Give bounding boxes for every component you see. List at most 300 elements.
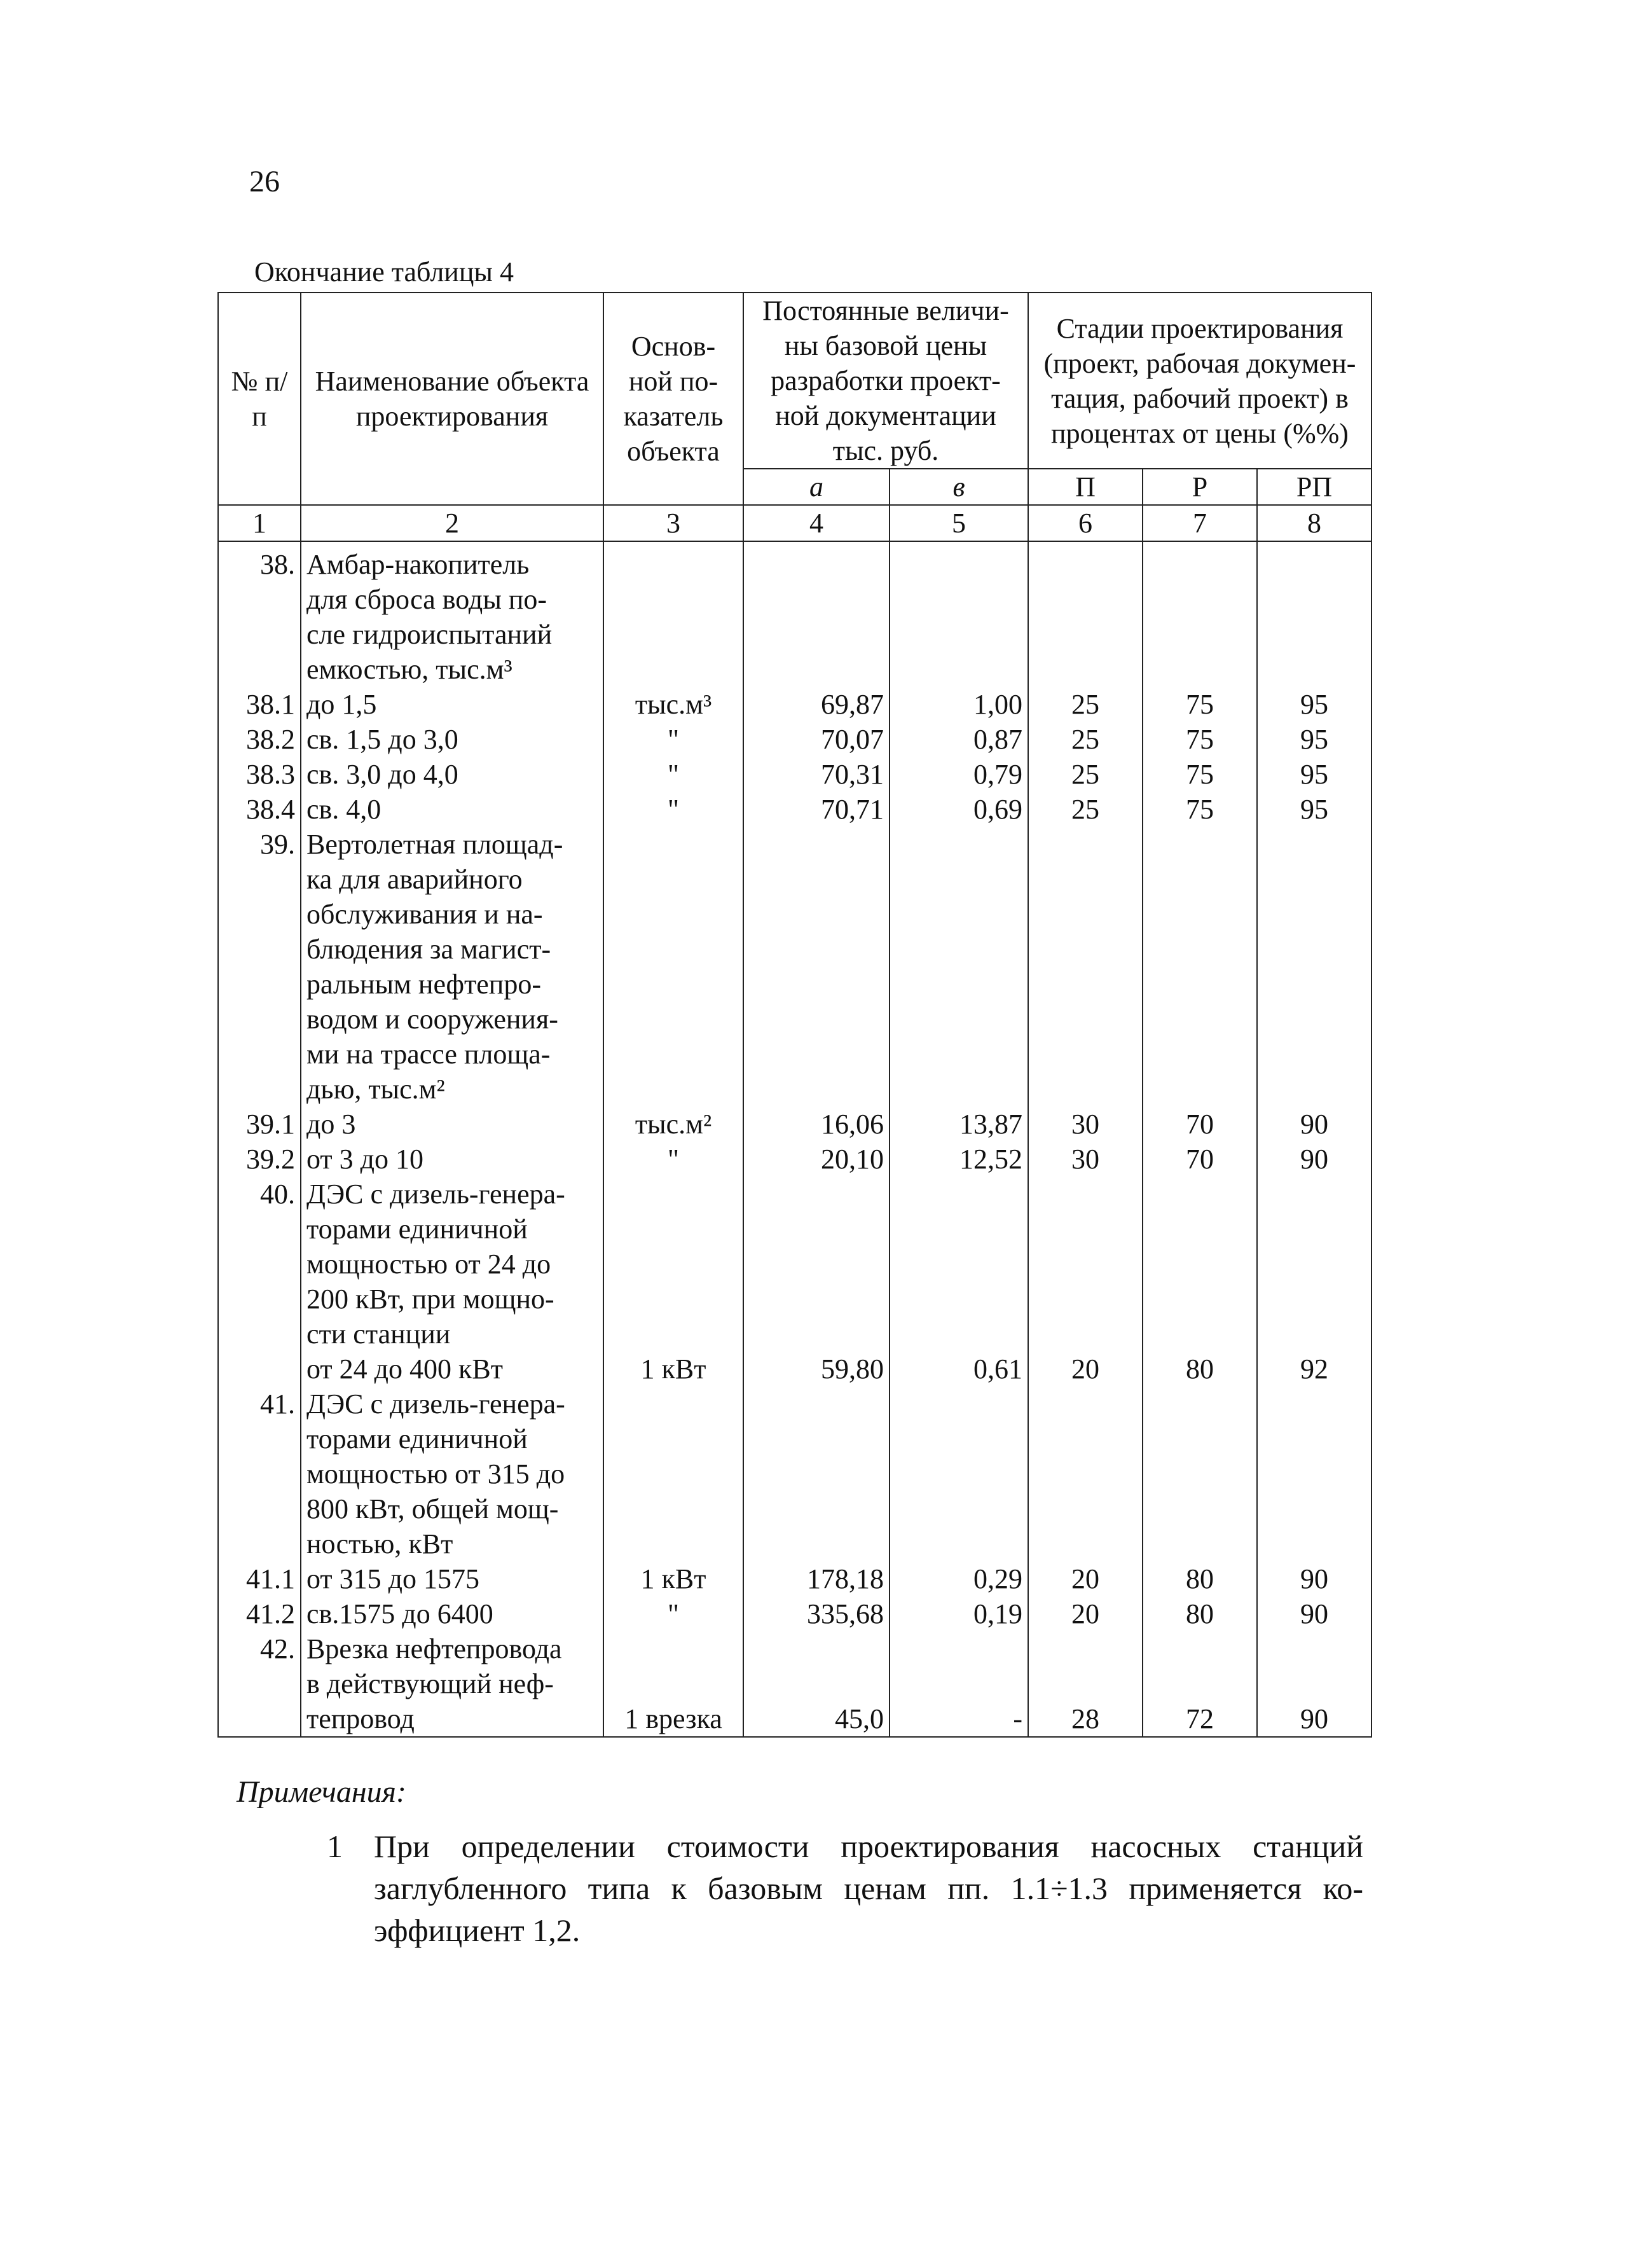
b-line: 13,87 <box>959 1109 1022 1140</box>
column-number-1: 1 <box>218 505 301 541</box>
r-line <box>1148 1456 1251 1491</box>
num-line: 38.3 <box>246 759 295 790</box>
name-line: св. 3,0 до 4,0 <box>306 759 458 790</box>
p-line <box>1034 1247 1137 1282</box>
p-line: 25 <box>1071 759 1099 790</box>
r-line <box>1148 967 1251 1002</box>
r-line <box>1148 652 1251 687</box>
r-line <box>1148 1002 1251 1037</box>
column-number-5: 5 <box>890 505 1028 541</box>
rp-line <box>1263 897 1366 932</box>
rp-line: 95 <box>1300 689 1329 720</box>
p-line <box>1034 1002 1137 1037</box>
indicator-line: " <box>668 1144 679 1175</box>
num-line <box>224 1002 295 1037</box>
r-line <box>1148 1037 1251 1072</box>
b-line <box>895 932 1022 967</box>
indicator-line <box>609 1421 738 1456</box>
indicator-line <box>609 897 738 932</box>
indicator-line: тыс.м³ <box>635 689 712 720</box>
b-line <box>895 1212 1022 1247</box>
b-line <box>895 1526 1022 1561</box>
r-line <box>1148 827 1251 862</box>
rp-line: 95 <box>1300 759 1329 790</box>
a-line <box>749 1526 884 1561</box>
rp-line: 95 <box>1300 724 1329 755</box>
a-line: 335,68 <box>807 1598 884 1629</box>
b-line <box>895 582 1022 617</box>
name-line: ральным нефтепро- <box>306 969 541 1000</box>
p-line: 25 <box>1071 794 1099 825</box>
note-number: 1 <box>327 1829 343 1864</box>
num-line: 38.1 <box>246 689 295 720</box>
num-line: 39.2 <box>246 1144 295 1175</box>
b-line: 1,00 <box>973 689 1022 720</box>
r-line: 75 <box>1186 724 1214 755</box>
a-line <box>749 1631 884 1666</box>
num-line: 41.2 <box>246 1598 295 1629</box>
rp-line: 90 <box>1300 1109 1329 1140</box>
indicator-line: тыс.м² <box>635 1109 712 1140</box>
p-line <box>1034 862 1137 897</box>
num-line: 39. <box>260 829 295 860</box>
r-line <box>1148 897 1251 932</box>
b-line <box>895 1247 1022 1282</box>
p-line <box>1034 1421 1137 1456</box>
p-line: 30 <box>1071 1144 1099 1175</box>
r-line <box>1148 1631 1251 1666</box>
r-line <box>1148 582 1251 617</box>
indicator-line <box>609 1212 738 1247</box>
p-line <box>1034 1037 1137 1072</box>
column-number-8: 8 <box>1257 505 1371 541</box>
num-line <box>224 582 295 617</box>
a-line <box>749 862 884 897</box>
rp-line <box>1263 862 1366 897</box>
p-line <box>1034 827 1137 862</box>
page-number: 26 <box>249 165 280 198</box>
a-line <box>749 1247 884 1282</box>
p-line <box>1034 652 1137 687</box>
num-line <box>224 1037 295 1072</box>
p-line: 25 <box>1071 724 1099 755</box>
r-line <box>1148 1212 1251 1247</box>
b-line <box>895 1421 1022 1456</box>
num-line <box>224 1072 295 1107</box>
a-line <box>749 1002 884 1037</box>
indicator-line <box>609 1282 738 1317</box>
r-line <box>1148 932 1251 967</box>
p-line <box>1034 617 1137 652</box>
b-line <box>895 1666 1022 1701</box>
num-line <box>224 1456 295 1491</box>
b-line: 0,87 <box>973 724 1022 755</box>
name-line: от 315 до 1575 <box>306 1563 480 1594</box>
indicator-line <box>609 1247 738 1282</box>
num-line <box>224 932 295 967</box>
rp-line: 90 <box>1300 1703 1329 1734</box>
header-rp: РП <box>1257 469 1371 505</box>
r-line: 75 <box>1186 689 1214 720</box>
rp-line <box>1263 1002 1366 1037</box>
stage-p-column <box>1028 541 1143 1737</box>
rp-line <box>1263 1247 1366 1282</box>
name-line: мощностью от 315 до <box>306 1458 565 1490</box>
b-line <box>895 967 1022 1002</box>
name-line: 800 кВт, общей мощ- <box>306 1493 559 1525</box>
num-line <box>224 1352 295 1386</box>
name-line: Вертолетная площад- <box>306 829 563 860</box>
name-line: св. 4,0 <box>306 794 381 825</box>
name-line: Амбар-накопитель <box>306 549 530 580</box>
rp-line: 95 <box>1300 794 1329 825</box>
note-text: При определении стоимости проектирования насосных станций заглубленного типа к базовым ценам пп. 1.1÷1.3 применяется ко- эффициент 1,2. <box>374 1829 1363 1948</box>
rp-line <box>1263 1386 1366 1421</box>
num-line <box>224 1526 295 1561</box>
a-line: 59,80 <box>821 1353 884 1385</box>
p-line <box>1034 1631 1137 1666</box>
a-line <box>749 652 884 687</box>
a-line <box>749 967 884 1002</box>
a-line: 178,18 <box>807 1563 884 1594</box>
stage-r-column <box>1143 541 1257 1737</box>
a-line <box>749 1072 884 1107</box>
rp-line <box>1263 1666 1366 1701</box>
indicator-line: 1 кВт <box>640 1353 706 1385</box>
num-line: 38.4 <box>246 794 295 825</box>
r-line: 75 <box>1186 794 1214 825</box>
header-main-indicator: Основ- ной по- казатель объекта <box>603 293 743 505</box>
header-object-name: Наименование объекта проектирования <box>301 293 603 505</box>
p-line <box>1034 1526 1137 1561</box>
indicator-line: 1 кВт <box>640 1563 706 1594</box>
header-base-price: Постоянные величи- ны базовой цены разработки проект- ной документации тыс. руб. <box>743 293 1028 469</box>
b-line <box>895 1072 1022 1107</box>
indicator-line <box>609 1386 738 1421</box>
rp-line <box>1263 1037 1366 1072</box>
num-line <box>224 1317 295 1352</box>
b-line <box>895 1037 1022 1072</box>
b-line: 0,61 <box>973 1353 1022 1385</box>
name-line: св.1575 до 6400 <box>306 1598 493 1629</box>
column-number-3: 3 <box>603 505 743 541</box>
r-line: 80 <box>1186 1563 1214 1594</box>
rp-line: 90 <box>1300 1563 1329 1594</box>
name-line: в действующий неф- <box>306 1668 554 1699</box>
r-line <box>1148 1491 1251 1526</box>
name-line: тепровод <box>306 1703 415 1734</box>
p-line: 20 <box>1071 1598 1099 1629</box>
r-line <box>1148 617 1251 652</box>
r-line <box>1148 1386 1251 1421</box>
p-line <box>1034 1282 1137 1317</box>
name-line: водом и сооружения- <box>306 1004 558 1035</box>
a-line <box>749 1456 884 1491</box>
a-line <box>749 1177 884 1212</box>
b-line: 0,79 <box>973 759 1022 790</box>
column-number-4: 4 <box>743 505 890 541</box>
b-line <box>895 547 1022 582</box>
p-line <box>1034 1317 1137 1352</box>
indicator-line <box>609 932 738 967</box>
rp-line <box>1263 827 1366 862</box>
num-line: 42. <box>260 1633 295 1664</box>
b-line <box>895 1002 1022 1037</box>
indicator-line: " <box>668 759 679 790</box>
indicator-line <box>609 547 738 582</box>
rp-line <box>1263 1282 1366 1317</box>
rp-line <box>1263 582 1366 617</box>
indicator-line: " <box>668 1598 679 1629</box>
rp-line <box>1263 617 1366 652</box>
indicator-line <box>609 827 738 862</box>
num-line <box>224 1666 295 1701</box>
a-line <box>749 1317 884 1352</box>
header-p: П <box>1028 469 1143 505</box>
r-line <box>1148 862 1251 897</box>
indicator-line <box>609 1177 738 1212</box>
r-line <box>1148 1177 1251 1212</box>
p-line: 30 <box>1071 1109 1099 1140</box>
r-line: 70 <box>1186 1109 1214 1140</box>
header-number: № п/п <box>218 293 301 505</box>
indicator-line: 1 врезка <box>624 1703 722 1734</box>
indicator-line <box>609 1002 738 1037</box>
b-line <box>895 827 1022 862</box>
rp-line <box>1263 1631 1366 1666</box>
name-line: емкостью, тыс.м³ <box>306 654 512 685</box>
b-line: 0,69 <box>973 794 1022 825</box>
header-a: а <box>743 469 890 505</box>
name-line: до 3 <box>306 1109 356 1140</box>
r-line: 80 <box>1186 1353 1214 1385</box>
name-line: от 24 до 400 кВт <box>306 1353 503 1385</box>
rp-line <box>1263 652 1366 687</box>
num-line: 41. <box>260 1388 295 1420</box>
indicator-line <box>609 1037 738 1072</box>
num-line: 40. <box>260 1179 295 1210</box>
rp-line <box>1263 1072 1366 1107</box>
name-line: сти станции <box>306 1318 451 1350</box>
stage-rp-column <box>1257 541 1371 1737</box>
rp-line <box>1263 1526 1366 1561</box>
rp-line <box>1263 967 1366 1002</box>
num-line <box>224 1282 295 1317</box>
a-line <box>749 547 884 582</box>
r-line: 70 <box>1186 1144 1214 1175</box>
p-line <box>1034 897 1137 932</box>
header-r: Р <box>1143 469 1257 505</box>
indicator-line: " <box>668 794 679 825</box>
p-line: 25 <box>1071 689 1099 720</box>
p-line <box>1034 547 1137 582</box>
num-line <box>224 1421 295 1456</box>
b-line <box>895 1317 1022 1352</box>
r-line <box>1148 1247 1251 1282</box>
design-cost-table <box>217 292 1372 1738</box>
r-line <box>1148 1526 1251 1561</box>
r-line <box>1148 547 1251 582</box>
num-line <box>224 862 295 897</box>
table-caption: Окончание таблицы 4 <box>254 256 514 287</box>
rp-line <box>1263 1177 1366 1212</box>
b-line <box>895 1456 1022 1491</box>
name-line: торами единичной <box>306 1423 528 1455</box>
indicator-line <box>609 1631 738 1666</box>
p-line <box>1034 1456 1137 1491</box>
a-line: 45,0 <box>835 1703 884 1734</box>
a-line <box>749 1282 884 1317</box>
r-line: 72 <box>1186 1703 1214 1734</box>
column-number-2: 2 <box>301 505 603 541</box>
indicator-line <box>609 967 738 1002</box>
indicator-line <box>609 1526 738 1561</box>
b-line: 0,19 <box>973 1598 1022 1629</box>
name-line: до 1,5 <box>306 689 377 720</box>
r-line: 75 <box>1186 759 1214 790</box>
name-line: торами единичной <box>306 1214 528 1245</box>
name-line: св. 1,5 до 3,0 <box>306 724 458 755</box>
indicator-line <box>609 652 738 687</box>
a-line <box>749 1491 884 1526</box>
indicator-line <box>609 1456 738 1491</box>
indicator-line <box>609 862 738 897</box>
r-line: 80 <box>1186 1598 1214 1629</box>
num-line <box>224 1247 295 1282</box>
a-line <box>749 1037 884 1072</box>
num-line: 41.1 <box>246 1563 295 1594</box>
a-line <box>749 1386 884 1421</box>
name-line: ми на трассе площа- <box>306 1039 551 1070</box>
a-line <box>749 827 884 862</box>
num-line <box>224 967 295 1002</box>
a-line: 20,10 <box>821 1144 884 1175</box>
p-line <box>1034 1212 1137 1247</box>
a-line <box>749 1666 884 1701</box>
p-line: 20 <box>1071 1563 1099 1594</box>
a-line: 70,07 <box>821 724 884 755</box>
rp-line: 90 <box>1300 1144 1329 1175</box>
indicator-line <box>609 1491 738 1526</box>
indicator-line <box>609 1317 738 1352</box>
name-line: ка для аварийного <box>306 864 523 895</box>
name-line: блюдения за магист- <box>306 934 551 965</box>
rp-line <box>1263 1456 1366 1491</box>
column-number-6: 6 <box>1028 505 1143 541</box>
a-line <box>749 617 884 652</box>
b-line <box>895 1386 1022 1421</box>
rp-line <box>1263 932 1366 967</box>
num-line <box>224 1212 295 1247</box>
num-line <box>224 1491 295 1526</box>
num-line: 39.1 <box>246 1109 295 1140</box>
a-line <box>749 582 884 617</box>
rp-line: 90 <box>1300 1598 1329 1629</box>
indicator-line <box>609 1072 738 1107</box>
a-line <box>749 897 884 932</box>
r-line <box>1148 1282 1251 1317</box>
notes-title: Примечания: <box>237 1775 406 1809</box>
indicator-line <box>609 1666 738 1701</box>
num-line <box>224 897 295 932</box>
a-line <box>749 932 884 967</box>
b-line <box>895 897 1022 932</box>
p-line <box>1034 1666 1137 1701</box>
p-line <box>1034 967 1137 1002</box>
b-line <box>895 617 1022 652</box>
a-line <box>749 1421 884 1456</box>
name-line: ностью, кВт <box>306 1528 453 1559</box>
header-design-stages: Стадии проектирования (проект, рабочая докумен- тация, рабочий проект) в процентах от цены (%%) <box>1028 293 1371 469</box>
num-line <box>224 1701 295 1736</box>
p-line: 20 <box>1071 1353 1099 1385</box>
num-line <box>224 617 295 652</box>
name-line: сле гидроиспытаний <box>306 619 553 650</box>
p-line <box>1034 1072 1137 1107</box>
rp-line <box>1263 1491 1366 1526</box>
a-line: 70,71 <box>821 794 884 825</box>
rp-line <box>1263 1317 1366 1352</box>
r-line <box>1148 1317 1251 1352</box>
indicator-line <box>609 582 738 617</box>
b-line <box>895 862 1022 897</box>
name-line: ДЭС с дизель-генера- <box>306 1388 565 1420</box>
b-line <box>895 1282 1022 1317</box>
b-line <box>895 652 1022 687</box>
name-line: Врезка нефтепровода <box>306 1633 562 1664</box>
p-line <box>1034 932 1137 967</box>
p-line <box>1034 1386 1137 1421</box>
r-line <box>1148 1072 1251 1107</box>
a-line: 69,87 <box>821 689 884 720</box>
r-line <box>1148 1421 1251 1456</box>
main-indicator-column <box>603 541 743 1737</box>
num-line: 38. <box>260 549 295 580</box>
name-line: ДЭС с дизель-генера- <box>306 1179 565 1210</box>
name-line: от 3 до 10 <box>306 1144 424 1175</box>
r-line <box>1148 1666 1251 1701</box>
num-line <box>224 652 295 687</box>
indicator-line: " <box>668 724 679 755</box>
name-line: мощностью от 24 до <box>306 1248 551 1280</box>
column-number-7: 7 <box>1143 505 1257 541</box>
b-line <box>895 1177 1022 1212</box>
indicator-line <box>609 617 738 652</box>
rp-line: 92 <box>1300 1353 1329 1385</box>
a-line <box>749 1212 884 1247</box>
b-line: 12,52 <box>959 1144 1022 1175</box>
a-line: 70,31 <box>821 759 884 790</box>
b-line <box>895 1631 1022 1666</box>
rp-line <box>1263 1421 1366 1456</box>
name-line: обслуживания и на- <box>306 899 543 930</box>
rp-line <box>1263 1212 1366 1247</box>
price-a-column <box>743 541 890 1737</box>
rp-line <box>1263 547 1366 582</box>
p-line <box>1034 1491 1137 1526</box>
num-line: 38.2 <box>246 724 295 755</box>
b-line <box>895 1491 1022 1526</box>
item-number-column <box>218 541 301 1737</box>
p-line <box>1034 1177 1137 1212</box>
p-line <box>1034 582 1137 617</box>
price-b-column <box>890 541 1028 1737</box>
object-name-column <box>301 541 603 1737</box>
name-line: дью, тыс.м² <box>306 1074 445 1105</box>
b-line: - <box>1013 1703 1022 1734</box>
name-line: 200 кВт, при мощно- <box>306 1283 554 1315</box>
p-line: 28 <box>1071 1703 1099 1734</box>
